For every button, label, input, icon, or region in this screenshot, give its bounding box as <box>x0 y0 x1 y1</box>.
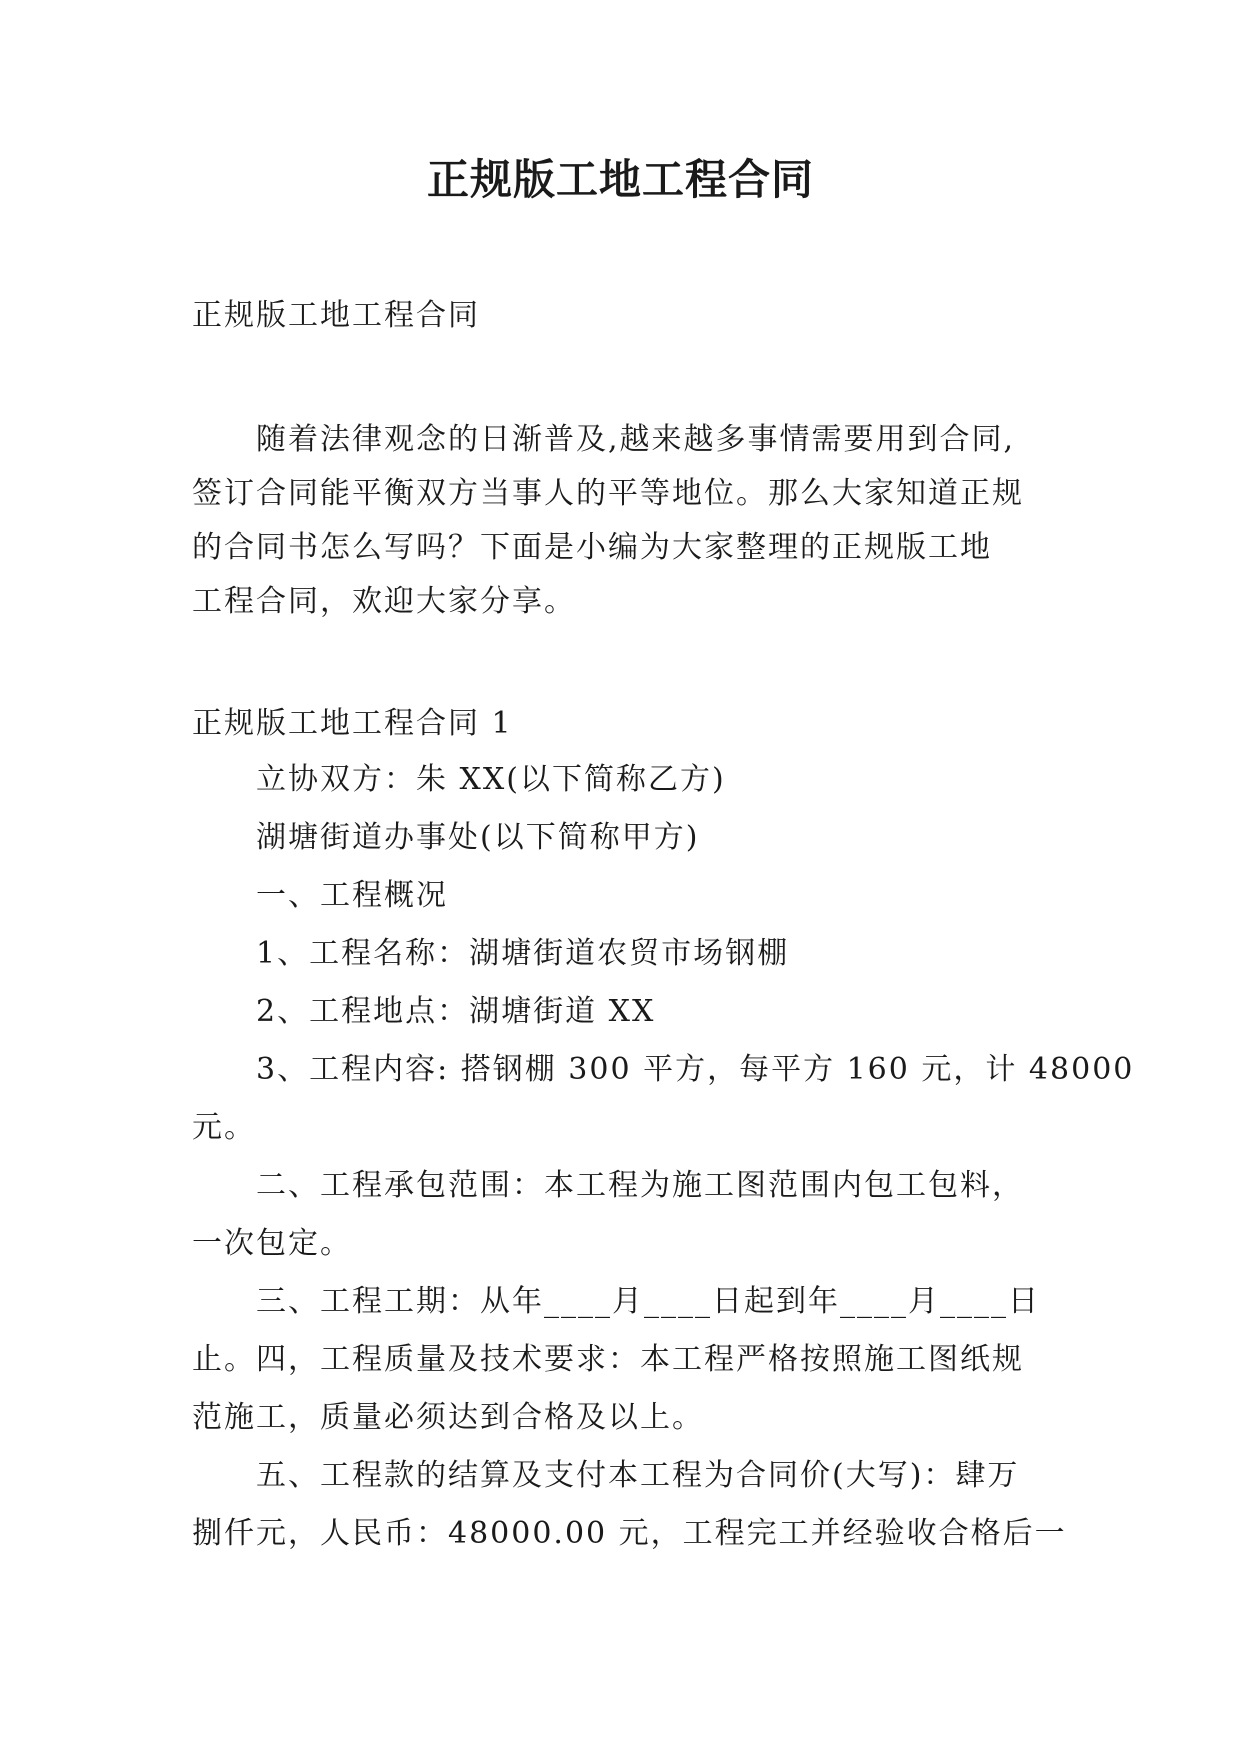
contract-line: 止。四，工程质量及技术要求：本工程严格按照施工图纸规 <box>192 1342 1024 1377</box>
contract-line: 范施工，质量必须达到合格及以上。 <box>192 1400 704 1435</box>
contract-line: 一次包定。 <box>192 1226 352 1261</box>
document-subtitle: 正规版工地工程合同 <box>192 298 480 333</box>
intro-line: 的合同书怎么写吗？下面是小编为大家整理的正规版工地 <box>192 530 992 565</box>
contract-line: 湖塘街道办事处(以下简称甲方) <box>256 820 700 855</box>
contract-line: 1、工程名称：湖塘街道农贸市场钢棚 <box>256 936 790 971</box>
contract-line: 元。 <box>192 1110 256 1145</box>
document-title: 正规版工地工程合同 <box>426 155 814 204</box>
contract-line: 五、工程款的结算及支付本工程为合同价(大写)：肆万 <box>256 1458 1020 1493</box>
intro-line: 随着法律观念的日渐普及,越来越多事情需要用到合同, <box>256 422 1016 457</box>
contract-line: 二、工程承包范围：本工程为施工图范围内包工包料， <box>256 1168 1024 1203</box>
contract-line: 捌仟元，人民币：48000.00 元，工程完工并经验收合格后一 <box>192 1516 1067 1551</box>
intro-line: 签订合同能平衡双方当事人的平等地位。那么大家知道正规 <box>192 476 1024 511</box>
contract-line: 立协双方：朱 XX(以下简称乙方) <box>256 762 726 797</box>
contract-line: 一、工程概况 <box>256 878 448 913</box>
intro-line: 工程合同，欢迎大家分享。 <box>192 584 576 619</box>
contract-line: 2、工程地点：湖塘街道 XX <box>256 994 656 1029</box>
section-heading: 正规版工地工程合同 1 <box>192 706 513 741</box>
contract-line: 三、工程工期：从年____月____日起到年____月____日 <box>256 1284 1040 1319</box>
contract-line: 3、工程内容: 搭钢棚 300 平方，每平方 160 元，计 48000 <box>256 1052 1135 1087</box>
